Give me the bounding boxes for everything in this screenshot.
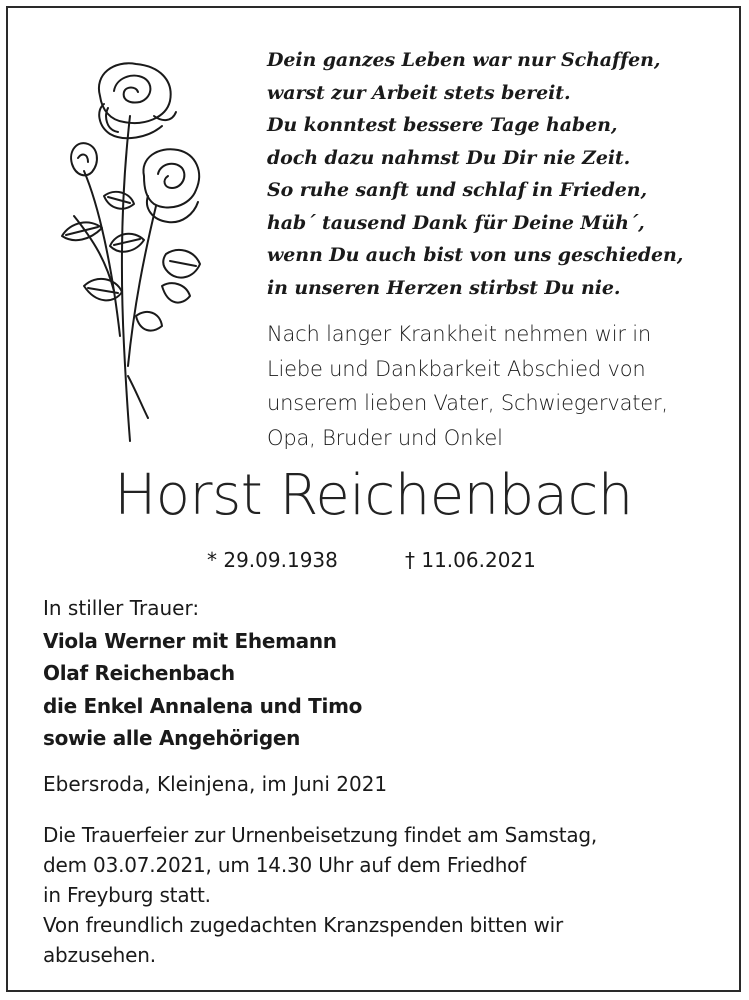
notice-line: abzusehen. (43, 943, 156, 967)
poem-line: doch dazu nahmst Du Dir nie Zeit. (267, 146, 631, 169)
poem-line: Dein ganzes Leben war nur Schaffen, (267, 49, 661, 71)
poem-line: warst zur Arbeit stets bereit. (267, 81, 571, 104)
notice-line: in Freyburg statt. (43, 883, 211, 907)
mourners-list (43, 592, 362, 755)
notice-line: Die Trauerfeier zur Urnenbeisetzung findet am Samstag, (43, 823, 598, 847)
notice-line: dem 03.07.2021, um 14.30 Uhr auf dem Friedhof (43, 853, 527, 877)
birth-date: * 29.09.1938 (207, 548, 338, 572)
intro-line: unserem lieben Vater, Schwiegervater, (267, 391, 668, 415)
obituary-notice (6, 6, 741, 992)
mourner-name: Viola Werner mit Ehemann (43, 628, 337, 653)
deceased-name: Horst Reichenbach (114, 463, 633, 528)
intro-line: Opa, Bruder und Onkel (267, 425, 503, 450)
poem-line: Du konntest bessere Tage haben, (267, 114, 618, 136)
poem-line: So ruhe sanft und schlaf in Frieden, (267, 179, 647, 201)
notice-line: Von freundlich zugedachten Kranzspenden bitten wir (43, 913, 564, 937)
place-and-date: Ebersroda, Kleinjena, im Juni 2021 (43, 772, 388, 796)
mourners-label: In stiller Trauer: (43, 596, 200, 620)
poem-line: in unseren Herzen stirbst Du nie. (267, 276, 621, 299)
mourner-name: die Enkel Annalena und Timo (43, 693, 363, 718)
funeral-notice (43, 820, 597, 970)
poem-line: wenn Du auch bist von uns geschieden, (267, 244, 684, 266)
poem-line: hab´ tausend Dank für Deine Müh´, (267, 211, 645, 234)
intro-line: Liebe und Dankbarkeit Abschied von (267, 356, 646, 381)
death-date: † 11.06.2021 (405, 548, 536, 572)
mourner-name: Olaf Reichenbach (43, 661, 235, 685)
intro-line: Nach langer Krankheit nehmen wir in (267, 322, 652, 346)
rose-bouquet-icon (44, 46, 204, 446)
intro-text (267, 317, 737, 455)
poem (267, 44, 727, 304)
mourner-name: sowie alle Angehörigen (43, 726, 301, 750)
